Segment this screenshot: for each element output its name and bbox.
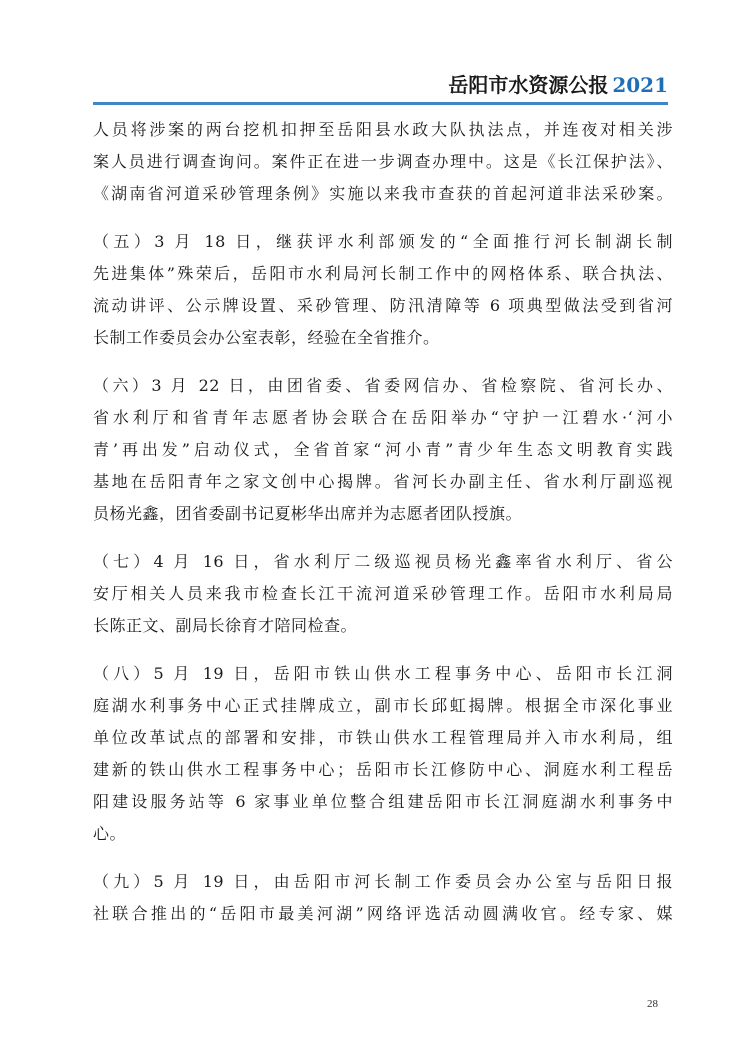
page-number: 28 bbox=[647, 998, 658, 1010]
text-line: 社联合推出的“岳阳市最美河湖”网络评选活动圆满收官。经专家、媒 bbox=[93, 904, 673, 923]
text-line: 建新的铁山供水工程事务中心；岳阳市长江修防中心、洞庭水利工程岳 bbox=[93, 760, 673, 779]
text-line: 省水利厅和省青年志愿者协会联合在岳阳举办“守护一江碧水·‘河小 bbox=[93, 408, 673, 427]
paragraph bbox=[93, 866, 673, 930]
text-line: 员杨光鑫，团省委副书记夏彬华出席并为志愿者团队授旗。 bbox=[93, 504, 523, 523]
header-divider bbox=[93, 102, 668, 105]
paragraph bbox=[93, 658, 673, 850]
text-line: （八）5 月 19 日，岳阳市铁山供水工程事务中心、岳阳市长江洞 bbox=[93, 664, 673, 683]
text-line: 人员将涉案的两台挖机扣押至岳阳县水政大队执法点，并连夜对相关涉 bbox=[93, 120, 673, 139]
text-line: 先进集体”殊荣后，岳阳市水利局河长制工作中的网格体系、联合执法、 bbox=[93, 264, 673, 283]
report-title bbox=[448, 72, 668, 98]
text-line: （五）3 月 18 日，继获评水利部颁发的“全面推行河长制湖长制 bbox=[93, 232, 673, 251]
text-line: 长制工作委员会办公室表彰，经验在全省推介。 bbox=[93, 328, 440, 347]
text-line: 案人员进行调查询问。案件正在进一步调查办理中。这是《长江保护法》、 bbox=[93, 152, 673, 171]
text-line: 庭湖水利事务中心正式挂牌成立，副市长邱虹揭牌。根据全市深化事业 bbox=[93, 696, 673, 715]
text-line: 长陈正文、副局长徐育才陪同检查。 bbox=[93, 616, 358, 635]
text-line: 心。 bbox=[93, 824, 127, 843]
body-text bbox=[93, 114, 673, 946]
report-year: 2021 bbox=[612, 73, 668, 97]
text-line: （七）4 月 16 日，省水利厅二级巡视员杨光鑫率省水利厅、省公 bbox=[93, 552, 673, 571]
text-line: 安厅相关人员来我市检查长江干流河道采砂管理工作。岳阳市水利局局 bbox=[93, 584, 673, 603]
paragraph bbox=[93, 114, 673, 210]
text-line: 流动讲评、公示牌设置、采砂管理、防汛清障等 6 项典型做法受到省河 bbox=[93, 296, 673, 315]
report-title-text: 岳阳市水资源公报 bbox=[448, 73, 609, 97]
paragraph bbox=[93, 226, 673, 354]
paragraph bbox=[93, 546, 673, 642]
text-line: 青’再出发”启动仪式，全省首家“河小青”青少年生态文明教育实践 bbox=[93, 440, 673, 459]
text-line: 单位改革试点的部署和安排，市铁山供水工程管理局并入市水利局，组 bbox=[93, 728, 673, 747]
text-line: 阳建设服务站等 6 家事业单位整合组建岳阳市长江洞庭湖水利事务中 bbox=[93, 792, 673, 811]
paragraph bbox=[93, 370, 673, 530]
text-line: （六）3 月 22 日，由团省委、省委网信办、省检察院、省河长办、 bbox=[93, 376, 673, 395]
running-header bbox=[93, 72, 668, 102]
text-line: 基地在岳阳青年之家文创中心揭牌。省河长办副主任、省水利厅副巡视 bbox=[93, 472, 673, 491]
text-line: （九）5 月 19 日，由岳阳市河长制工作委员会办公室与岳阳日报 bbox=[93, 872, 673, 891]
text-line: 《湖南省河道采砂管理条例》实施以来我市查获的首起河道非法采砂案。 bbox=[93, 184, 673, 203]
